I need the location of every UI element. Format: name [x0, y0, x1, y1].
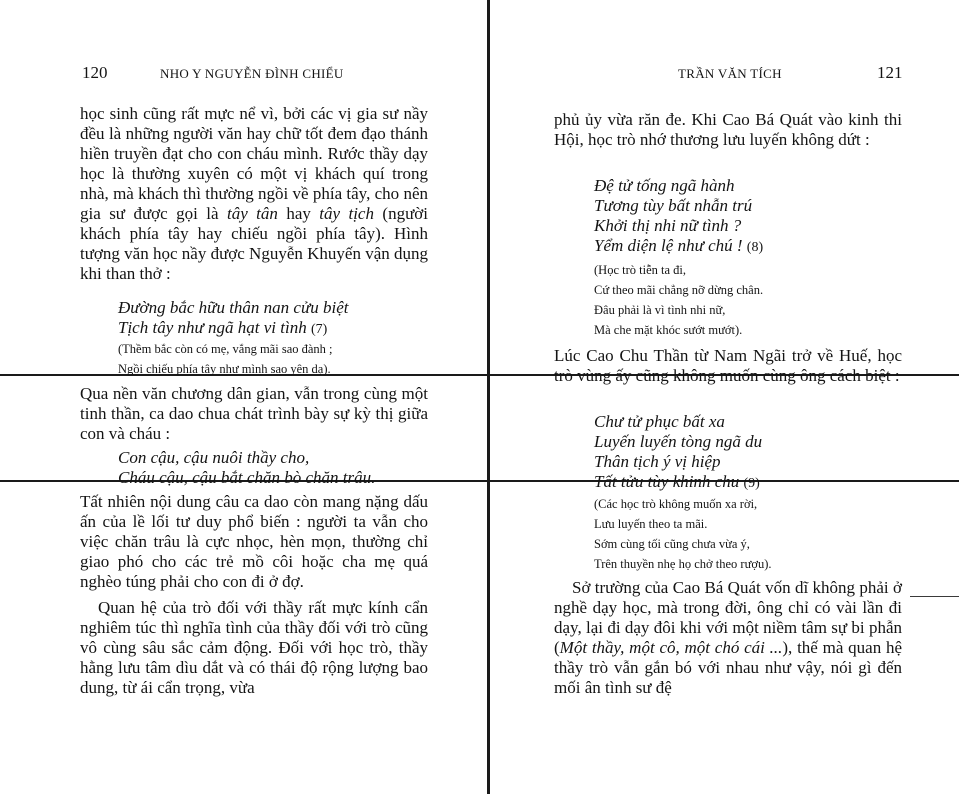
italic-term: tây tân	[226, 204, 278, 223]
verse-line: Đệ tử tống ngã hành	[594, 176, 735, 195]
paragraph-1	[80, 104, 428, 284]
verse-line: Yểm diện lệ như chú !	[594, 236, 743, 255]
verse-line: Đường bắc hữu thân nan cửu biệt	[118, 298, 349, 317]
footnote-ref: (8)	[746, 240, 764, 255]
paragraph-2: Lúc Cao Chu Thần từ Nam Ngãi trở về Huế, học trò vùng ấy cũng không muốn cùng ông cách biệt :	[554, 346, 902, 385]
translation-line: Mà che mặt khóc sướt mướt).	[594, 323, 743, 337]
translation-1	[594, 260, 894, 340]
paragraph-text: hay	[277, 204, 320, 223]
translation-line: Trên thuyền nhẹ họ chở theo rượu).	[594, 557, 772, 571]
paragraph-text: Sở trường của Cao Bá Quát vốn dĩ không phải ở nghề dạy học, mà trong đời, ông chỉ có vài lần đi dạy, lại đi dạy đôi khi với một niềm tâm sự bi phẫn (	[554, 578, 902, 657]
verse-line: Tịch tây như ngã hạt vi tình	[118, 318, 307, 337]
page-number: 121	[877, 63, 903, 82]
verse-1	[118, 298, 418, 340]
paragraph-1: phủ ủy vừa răn đe. Khi Cao Bá Quát vào kinh thi Hội, học trò nhớ thương lưu luyến không dứt :	[554, 110, 902, 149]
verse-line: Chư tử phục bất xa	[594, 412, 725, 431]
verse-line: Cháu cậu, cậu bắt chăn bò chăn trâu.	[118, 468, 376, 487]
translation-line: Đâu phải là vì tình nhi nữ,	[594, 303, 726, 317]
paragraph-3: Tất nhiên nội dung câu ca dao còn mang nặng dấu ấn của lề lối tư duy phổ biến : người ta vẫn cho việc chăn trâu là cực nhọc, hèn mọn, thường chỉ giao phó cho các trẻ mồ côi hoặc cha mẹ quá nghèo túng phải cho con đi ở đợ.	[80, 492, 428, 591]
italic-term: Một thầy, một cô, một chó cái ...	[559, 638, 783, 657]
translation-line: Ngồi chiếu phía tây như mình sao yên dạ).	[118, 362, 331, 376]
italic-term: tây tịch	[319, 204, 374, 223]
running-header: TRẦN VĂN TÍCH	[678, 66, 782, 81]
verse-line: Thân tịch ý vị hiệp	[594, 452, 721, 471]
verse-line: Tương tùy bất nhẫn trú	[594, 196, 753, 215]
paragraph-4: Quan hệ của trò đối với thầy rất mực kính cẩn nghiêm túc thì nghĩa tình của thầy đối với trò cũng vô cùng sâu sắc cảm động. Đối với học trò, thầy hằng lưu tâm dìu dắt và có thái độ rộng lượng bao dung, từ ái cẩn trọng, vừa	[80, 598, 428, 697]
verse-line: Luyến luyến tòng ngã du	[594, 432, 763, 451]
translation-line: Sớm cùng tối cũng chưa vừa ý,	[594, 537, 750, 551]
verse-line: Tất tửu tùy khinh chu	[594, 472, 740, 491]
verse-2	[594, 412, 894, 494]
translation-line: (Thềm bắc còn có mẹ, vắng mãi sao đành ;	[118, 342, 333, 356]
translation-2	[594, 494, 894, 574]
paragraph-text: học sinh cũng rất mực nể vì, bởi các vị gia sư nầy đều là những người văn hay chữ tốt đem đạo thánh hiền truyền đạt cho con cháu mình. Rước thầy dạy học là thường xuyên có một vị khách quí trong nhà, mà khách thì thường ngồi về phía tây, cho nên gia sư được gọi là	[80, 104, 428, 223]
paragraph-3	[554, 578, 902, 698]
translation-line: (Học trò tiễn ta đi,	[594, 263, 686, 277]
paragraph-text: (người khách phía tây hay chiếu ngồi phía tây). Hình tượng văn học nầy được Nguyễn Khuyến vận dụng khi than thở :	[80, 204, 429, 283]
translation-line: (Các học trò không muốn xa rời,	[594, 497, 758, 511]
paragraph-text: ), thế mà quan hệ thầy trò vẫn gắn bó với nhau như vậy, nói gì đến mối ân tình sư đệ	[554, 638, 903, 697]
page-number: 120	[82, 63, 108, 82]
footnote-ref: (9)	[743, 476, 760, 491]
verse-line: Khởi thị nhi nữ tình ?	[594, 216, 742, 235]
running-header: NHO Y NGUYỄN ĐÌNH CHIỂU	[160, 66, 344, 81]
footnote-ref: (7)	[310, 322, 328, 337]
verse-1	[594, 176, 894, 258]
translation-line: Lưu luyến theo ta mãi.	[594, 517, 708, 531]
verse-line: Con cậu, cậu nuôi thầy cho,	[118, 448, 310, 467]
verse-2	[118, 448, 418, 488]
translation-1	[118, 339, 418, 379]
translation-line: Cứ theo mãi chẳng nỡ dừng chân.	[594, 283, 764, 297]
paragraph-2: Qua nền văn chương dân gian, vẫn trong cùng một tinh thần, ca dao chua chát trình bày sự kỳ thị giữa con và cháu :	[80, 384, 428, 443]
right-page	[490, 0, 959, 794]
